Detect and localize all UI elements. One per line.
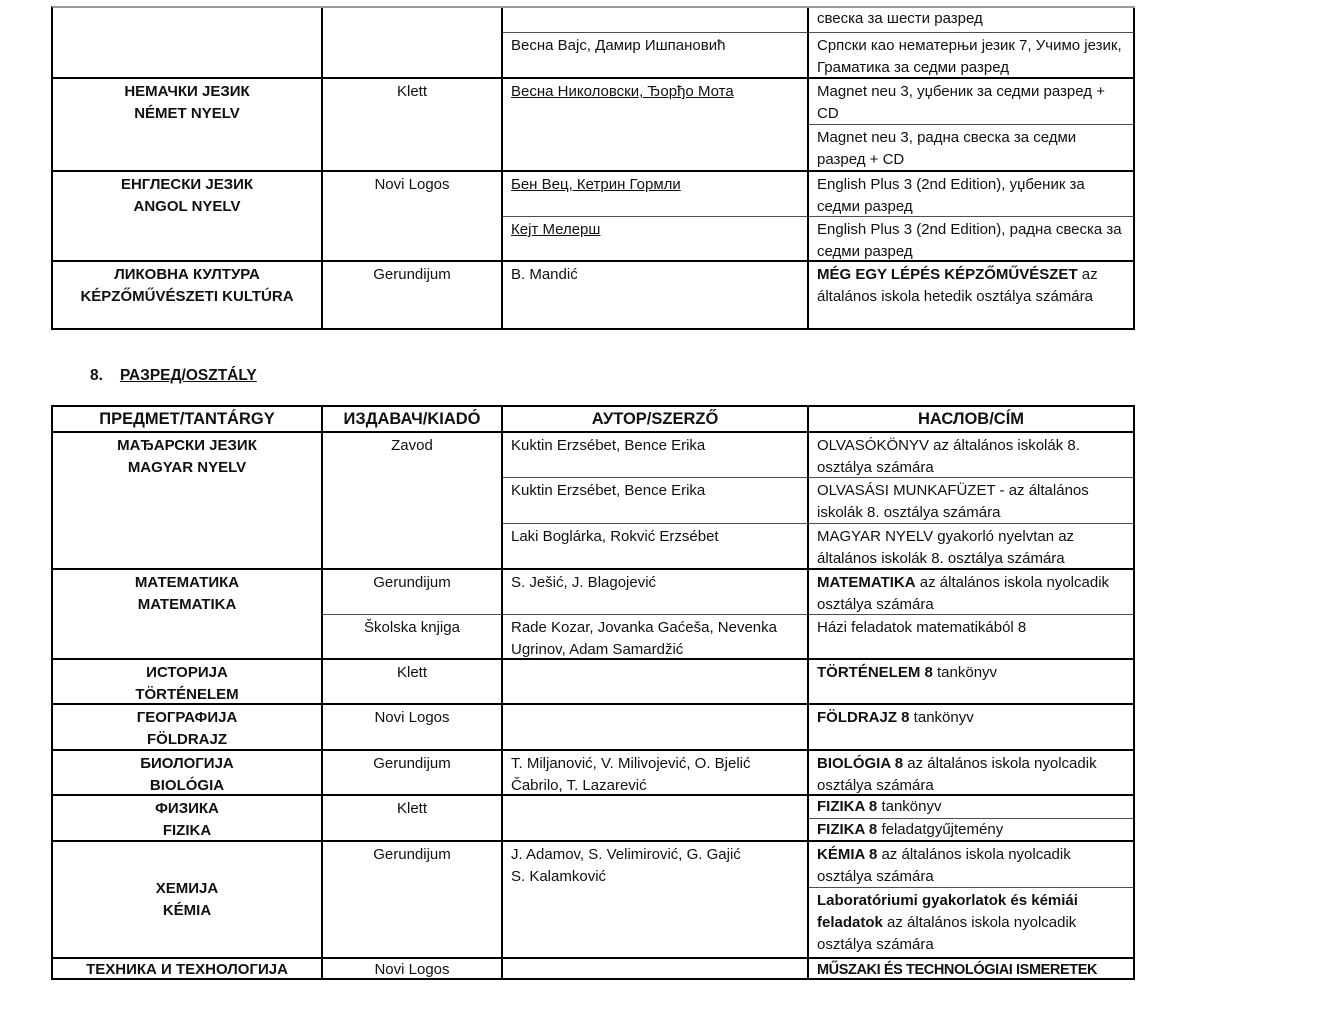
- cell-serbian-title-tail: [809, 8, 1135, 33]
- subject-sr: ХЕМИЈА: [155, 879, 219, 897]
- author-text: B. Mandić: [511, 266, 578, 283]
- cell-chemistry-title-2: [809, 888, 1135, 959]
- cell-serbian-title: [809, 33, 1135, 79]
- cell-geography-publisher: [323, 705, 503, 751]
- subject-hu: NÉMET NYELV: [134, 105, 240, 122]
- subject-hu: KÉPZŐMŰVÉSZETI KULTÚRA: [80, 288, 294, 305]
- title-bold: KÉMIA 8: [817, 846, 878, 863]
- cell-history-author-empty: [503, 660, 809, 705]
- table-grade7: [51, 6, 1135, 330]
- section-title: РАЗРЕД/OSZTÁLY: [119, 367, 257, 384]
- subject-sr: ИСТОРИЈА: [146, 664, 228, 681]
- cell-art-subject: [53, 262, 323, 330]
- author-text: Kuktin Erzsébet, Bence Erika: [511, 437, 706, 454]
- title-bold: FIZIKA 8: [817, 821, 878, 838]
- cell-english-author-1: [503, 172, 809, 217]
- title-rest: tankönyv: [909, 709, 974, 726]
- cell-technics-publisher: [323, 959, 503, 980]
- section-number: 8.: [90, 367, 103, 384]
- cell-chemistry-publisher: [323, 842, 503, 959]
- cell-hungarian-title-3: [809, 524, 1135, 570]
- publisher-text: Zavod: [391, 437, 433, 454]
- cell-biology-publisher: [323, 751, 503, 796]
- subject-hu: BIOLÓGIA: [149, 777, 225, 794]
- subject-hu: TÖRTÉNELEM: [135, 686, 239, 703]
- author-text: Бен Вец, Кетрин Гормли: [511, 176, 681, 193]
- title-text: English Plus 3 (2nd Edition), радна свеска за седми разред: [817, 221, 1122, 260]
- publisher-text: Klett: [396, 83, 427, 100]
- cell-physics-title-1: [809, 796, 1135, 819]
- title-bold: FÖLDRAJZ 8: [817, 709, 910, 726]
- cell-chemistry-author: [503, 842, 809, 959]
- header-publisher-label: ИЗДАВАЧ/KIADÓ: [343, 410, 481, 428]
- cell-physics-publisher: [323, 796, 503, 842]
- author-line-1: J. Adamov, S. Velimirović, G. Gajić: [511, 846, 741, 863]
- cell-english-author-2: [503, 217, 809, 262]
- cell-art-author: [503, 262, 809, 330]
- header-subject: [53, 407, 323, 433]
- cell-physics-title-2: [809, 819, 1135, 842]
- title-text: MAGYAR NYELV gyakorló nyelvtan az általános iskolák 8. osztálya számára: [817, 528, 1075, 567]
- publisher-text: Klett: [396, 664, 427, 681]
- title-text: Magnet neu 3, уџбеник за седми разред + CD: [817, 83, 1105, 122]
- subject-hu: MATEMATIKA: [137, 596, 237, 613]
- title-rest: az általános iskola nyolcadik osztálya számára: [817, 755, 1097, 794]
- cell-german-title-2: [809, 125, 1135, 172]
- cell-art-title: [809, 262, 1135, 330]
- publisher-text: Novi Logos: [374, 176, 450, 193]
- subject-sr: МАТЕМАТИКА: [134, 574, 240, 591]
- cell-geography-author-empty: [503, 705, 809, 751]
- title-text: Српски као нематерњи језик 7, Учимо језик, Граматика за седми разред: [817, 37, 1122, 76]
- cell-biology-title: [809, 751, 1135, 796]
- title-rest: az általános iskola nyolcadik osztálya számára: [817, 914, 1077, 953]
- subject-sr: ЕНГЛЕСКИ ЈЕЗИК: [120, 176, 254, 193]
- title-bold: FIZIKA 8: [817, 798, 878, 815]
- publisher-text: Novi Logos: [374, 709, 450, 726]
- cell-geography-subject: [53, 705, 323, 751]
- author-text: S. Ješić, J. Blagojević: [511, 574, 657, 591]
- subject-hu: FÖLDRAJZ: [147, 731, 227, 748]
- cell-german-author: [503, 79, 809, 172]
- publisher-text: Gerundijum: [373, 755, 451, 772]
- header-title: [809, 407, 1135, 433]
- header-subject-label: ПРЕДМЕТ/TANTÁRGY: [99, 410, 275, 428]
- author-line-2: S. Kalamković: [511, 868, 607, 885]
- cell-german-publisher: [323, 79, 503, 172]
- cell-physics-author-empty: [503, 796, 809, 842]
- subject-sr: ФИЗИКА: [155, 800, 219, 817]
- subject-hu: FIZIKA: [162, 822, 212, 839]
- header-author-label: АУТОР/SZERZŐ: [591, 410, 719, 428]
- cell-history-title: [809, 660, 1135, 705]
- header-publisher: [323, 407, 503, 433]
- cell-hungarian-title-1: [809, 433, 1135, 478]
- subject-hu: KÉMIA: [162, 901, 212, 919]
- cell-hungarian-author-1: [503, 433, 809, 478]
- title-text: свеска за шести разред: [817, 10, 983, 27]
- cell-history-subject: [53, 660, 323, 705]
- cell-hungarian-title-2: [809, 478, 1135, 524]
- cell-english-subject: [53, 172, 323, 262]
- title-rest: az általános iskola nyolcadik osztálya számára: [817, 574, 1110, 613]
- cell-math-title-1: [809, 570, 1135, 615]
- author-text: Весна Вајс, Дамир Ишпановић: [511, 37, 726, 54]
- author-text: Kuktin Erzsébet, Bence Erika: [511, 482, 706, 499]
- author-text: Laki Boglárka, Rokvić Erzsébet: [511, 528, 719, 545]
- cell-serbian-author: [503, 33, 809, 79]
- cell-serbian-author-empty: [503, 8, 809, 33]
- title-rest: tankönyv: [932, 664, 998, 681]
- publisher-text: Novi Logos: [374, 961, 450, 978]
- cell-math-author-1: [503, 570, 809, 615]
- publisher-text: Školska knjiga: [364, 619, 460, 636]
- title-bold: TÖRTÉNELEM 8: [817, 664, 933, 681]
- title-bold: MŰSZAKI ÉS TECHNOLÓGIAI ISMERETEK: [817, 962, 1098, 978]
- subject-sr: ГЕОГРАФИЈА: [136, 709, 238, 726]
- cell-chemistry-title-1: [809, 842, 1135, 888]
- title-text: OLVASÁSI MUNKAFÜZET - az általános iskolák 8. osztálya számára: [817, 482, 1089, 521]
- publisher-text: Gerundijum: [373, 846, 451, 863]
- cell-math-title-2: [809, 615, 1135, 660]
- header-author: [503, 407, 809, 433]
- cell-chemistry-subject: [53, 842, 323, 959]
- title-text: OLVASÓKÖNYV az általános iskolák 8. osztálya számára: [817, 437, 1080, 476]
- cell-geography-title: [809, 705, 1135, 751]
- title-bold: MÉG EGY LÉPÉS KÉPZŐMŰVÉSZET: [817, 266, 1078, 283]
- title-bold: BIOLÓGIA 8: [817, 755, 904, 772]
- author-text: Весна Николовски, Ђорђо Мота: [511, 83, 734, 100]
- subject-hu: ANGOL NYELV: [133, 198, 241, 215]
- cell-technics-title: [809, 959, 1135, 980]
- cell-german-subject: [53, 79, 323, 172]
- author-text: Кејт Мелерш: [511, 221, 601, 238]
- title-text: Házi feladatok matematikából 8: [817, 619, 1027, 636]
- publisher-text: Klett: [396, 800, 427, 817]
- cell-technics-author-empty: [503, 959, 809, 980]
- header-title-label: НАСЛОВ/CÍM: [917, 410, 1025, 428]
- cell-hungarian-subject: [53, 433, 323, 570]
- cell-technics-subject: [53, 959, 323, 980]
- cell-art-publisher: [323, 262, 503, 330]
- cell-biology-author: [503, 751, 809, 796]
- cell-german-title-1: [809, 79, 1135, 125]
- section-heading: [90, 366, 257, 386]
- table-grade8: [51, 405, 1135, 980]
- author-text: T. Miljanović, V. Milivojević, O. Bjelić Čabrilo, T. Lazarević: [511, 755, 751, 794]
- cell-serbian-subject-empty: [53, 8, 323, 79]
- subject-hu: MAGYAR NYELV: [127, 459, 247, 476]
- title-rest: feladatgyűjtemény: [877, 821, 1004, 838]
- cell-math-publisher-2: [323, 615, 503, 660]
- cell-biology-subject: [53, 751, 323, 796]
- cell-english-title-1: [809, 172, 1135, 217]
- subject-sr: НЕМАЧКИ ЈЕЗИК: [124, 83, 250, 100]
- cell-hungarian-author-3: [503, 524, 809, 570]
- title-rest: tankönyv: [877, 798, 942, 815]
- author-text: Rade Kozar, Jovanka Gaćeša, Nevenka Ugrinov, Adam Samardžić: [511, 619, 777, 658]
- title-text: Magnet neu 3, радна свеска за седми разред + CD: [817, 129, 1077, 168]
- cell-history-publisher: [323, 660, 503, 705]
- title-bold: Laboratóriumi gyakorlatok és kémiái feladatok: [817, 892, 1078, 931]
- cell-english-publisher: [323, 172, 503, 262]
- cell-math-author-2: [503, 615, 809, 660]
- cell-english-title-2: [809, 217, 1135, 262]
- subject-sr: МАЂАРСКИ ЈЕЗИК: [117, 437, 257, 454]
- cell-math-subject: [53, 570, 323, 660]
- subject-sr: ЛИКОВНА КУЛТУРА: [114, 266, 260, 283]
- title-text: English Plus 3 (2nd Edition), уџбеник за седми разред: [817, 176, 1085, 215]
- publisher-text: Gerundijum: [373, 574, 451, 591]
- cell-hungarian-publisher: [323, 433, 503, 570]
- title-rest: az általános iskola hetedik osztálya számára: [817, 266, 1098, 305]
- subject-sr: БИОЛОГИЈА: [140, 755, 234, 772]
- subject-sr: ТЕХНИКА И ТЕХНОЛОГИЈА: [86, 961, 288, 978]
- title-bold: MATEMATIKA: [817, 574, 916, 591]
- publisher-text: Gerundijum: [373, 266, 451, 283]
- cell-serbian-publisher-empty: [323, 8, 503, 79]
- cell-physics-subject: [53, 796, 323, 842]
- title-rest: az általános iskola nyolcadik osztálya számára: [817, 846, 1071, 885]
- cell-math-publisher-1: [323, 570, 503, 615]
- cell-hungarian-author-2: [503, 478, 809, 524]
